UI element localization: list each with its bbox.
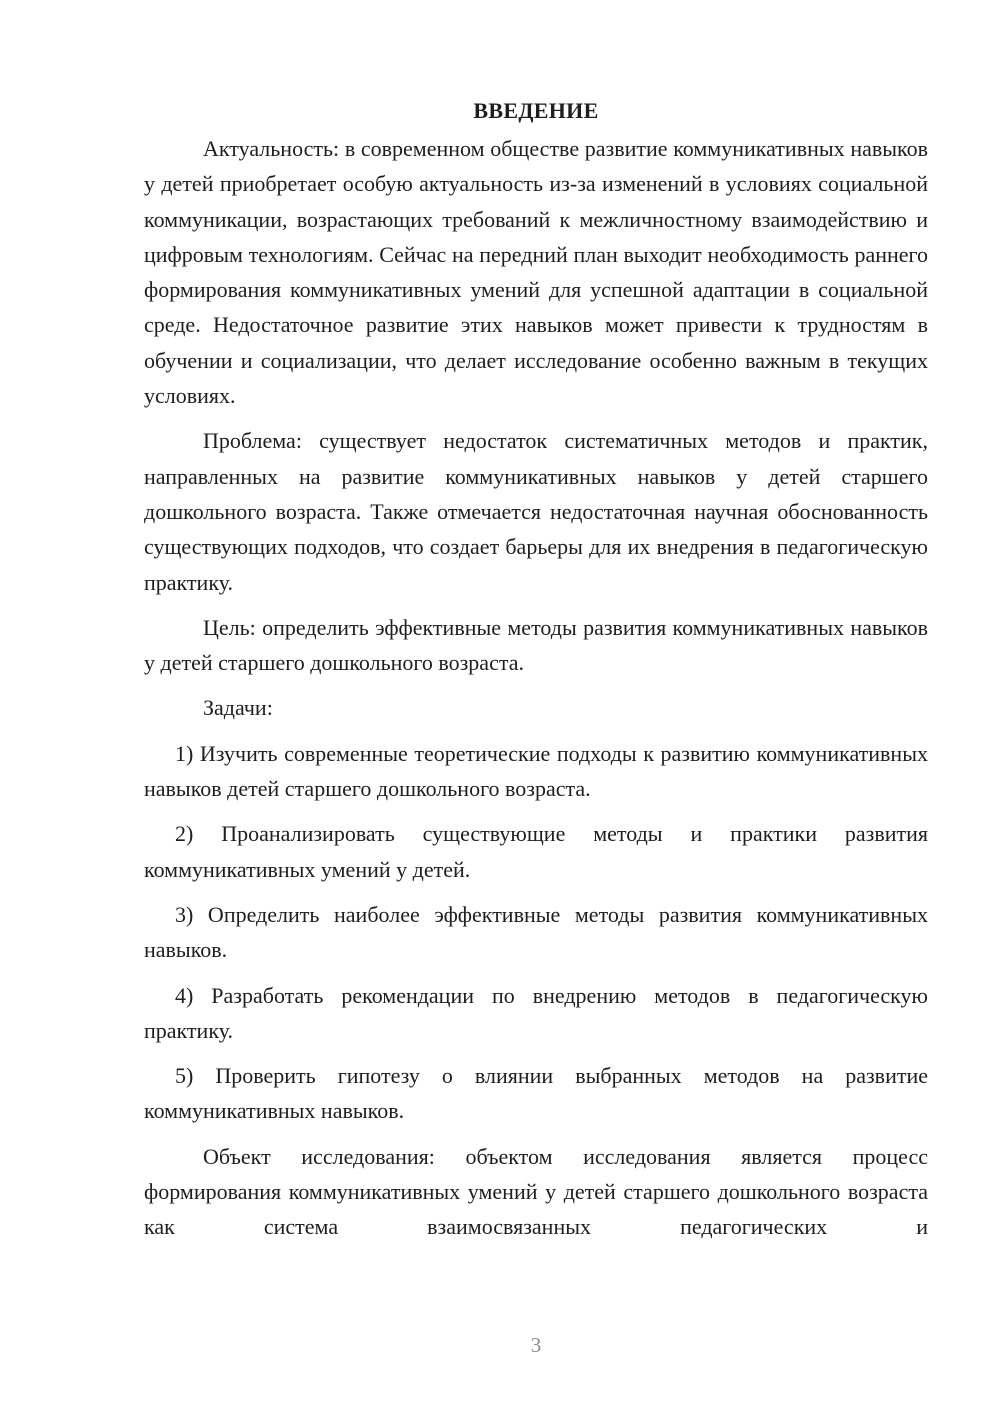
task-item-4: 4) Разработать рекомендации по внедрению методов в педагогическую практику. — [144, 982, 928, 1043]
tasks-label: Задачи: — [203, 695, 273, 721]
relevance-paragraph: Актуальность: в современном обществе развитие коммуникативных навыков у детей приобретает особую актуальность из-за изменений в условиях социальной коммуникации, возрастающих требований к межличностному взаимодействию и цифровым технологиям. Сейчас на передний план выходит необходимость раннего формирования коммуникативных умений для успешной адаптации в социальной среде. Недостаточное развитие этих навыков может привести к трудностям в обучении и социализации, что делает исследование особенно важным в текущих условиях. — [144, 136, 928, 409]
section-heading: ВВЕДЕНИЕ — [473, 98, 599, 123]
object-paragraph: Объект исследования: объектом исследования является процесс формирования коммуникативных умений у детей старшего дошкольного возраста как система взаимосвязанных педагогических и — [144, 1143, 928, 1240]
problem-paragraph: Проблема: существует недостаток систематичных методов и практик, направленных на развитие коммуникативных навыков у детей старшего дошкольного возраста. Также отмечается недостаточная научная обоснованность существующих подходов, что создает барьеры для их внедрения в педагогическую практику. — [144, 428, 928, 595]
goal-paragraph: Цель: определить эффективные методы развития коммуникативных навыков у детей старшего дошкольного возраста. — [144, 614, 928, 676]
task-item-2: 2) Проанализировать существующие методы и практики развития коммуникативных умений у детей. — [144, 821, 928, 882]
page-content — [144, 93, 928, 1245]
page-number: 3 — [530, 1333, 542, 1357]
task-item-1: 1) Изучить современные теоретические подходы к развитию коммуникативных навыков детей старшего дошкольного возраста. — [144, 740, 928, 802]
task-item-5: 5) Проверить гипотезу о влиянии выбранных методов на развитие коммуникативных навыков. — [144, 1063, 928, 1124]
task-item-3: 3) Определить наиболее эффективные методы развития коммуникативных навыков. — [144, 901, 928, 963]
